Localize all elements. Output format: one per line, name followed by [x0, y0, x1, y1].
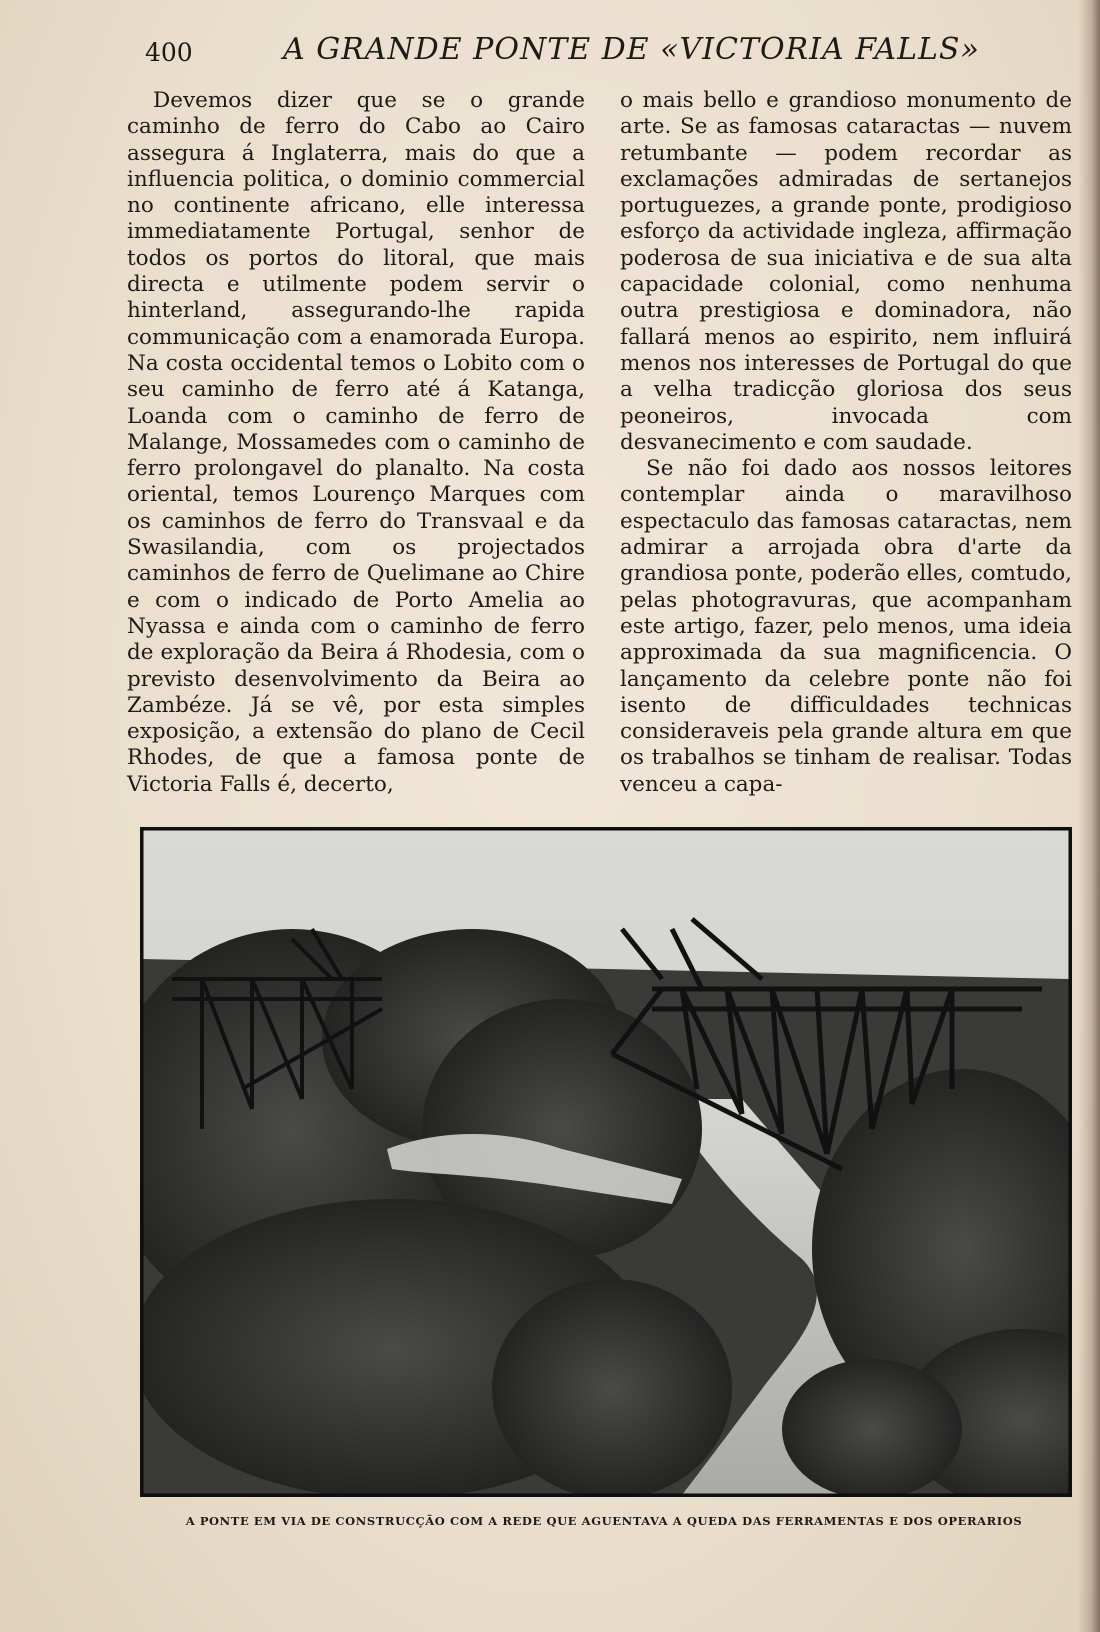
bridge-construction-image — [142, 829, 1070, 1495]
page-number: 400 — [145, 38, 193, 67]
figure-caption: A PONTE EM VIA DE CONSTRUCÇÃO COM A REDE QUE AGUENTAVA A QUEDA DAS FERRAMENTAS E DOS OPERARIOS — [185, 1514, 1023, 1528]
page-edge-shadow — [1078, 0, 1100, 1632]
bridge-photograph — [140, 827, 1072, 1497]
right-paragraph-2: Se não foi dado aos nossos leitores contemplar ainda o maravilhoso espectaculo das famosas cataractas, nem admirar a arrojada obra d'arte da grandiosa ponte, poderão elles, comtudo, pelas photogravuras, que acompanham este artigo, fazer, pelo menos, uma ideia approximada da sua magnificencia. O lançamento da celebre ponte não foi isento de difficuldades technicas consideraveis pela grande altura em que os trabalhos se tinham de realisar. Todas venceu a capa- — [620, 456, 1072, 797]
running-title: A GRANDE PONTE DE «VICTORIA FALLS» — [283, 32, 980, 67]
right-paragraph-1: o mais bello e grandioso monumento de arte. Se as famosas cataractas — nuvem retumbante — podem recordar as exclamações admiradas de sertanejos portuguezes, a grande ponte, prodigioso esforço da actividade ingleza, affirmação poderosa de sua iniciativa e de sua alta capacidade colonial, como nenhuma outra prestigiosa e dominadora, não fallará menos ao espirito, nem influirá menos nos interesses de Portugal do que a velha tradicção gloriosa dos seus peoneiros, invocada com desvanecimento e com saudade. — [620, 88, 1072, 455]
page-header — [145, 32, 980, 72]
left-column — [127, 88, 585, 798]
right-column — [620, 88, 1072, 798]
left-paragraph: Devemos dizer que se o grande caminho de ferro do Cabo ao Cairo assegura á Inglaterra, mais do que a influencia politica, o dominio commercial no continente africano, elle interessa immediatamente Portugal, senhor de todos os portos do litoral, que mais directa e utilmente podem servir o hinterland, assegurando-lhe rapida communicação com a enamorada Europa. Na costa occidental temos o Lobito com o seu caminho de ferro até á Katanga, Loanda com o caminho de ferro de Malange, Mossamedes com o caminho de ferro prolongavel do planalto. Na costa oriental, temos Lourenço Marques com os caminhos de ferro do Transvaal e da Swasilandia, com os projectados caminhos de ferro de Quelimane ao Chire e com o indicado de Porto Amelia ao Nyassa e ainda com o caminho de ferro de exploração da Beira á Rhodesia, com o previsto desenvolvimento da Beira ao Zambéze. Já se vê, por esta simples exposição, a extensão do plano de Cecil Rhodes, de que a famosa ponte de Victoria Falls é, decerto, — [127, 88, 585, 797]
